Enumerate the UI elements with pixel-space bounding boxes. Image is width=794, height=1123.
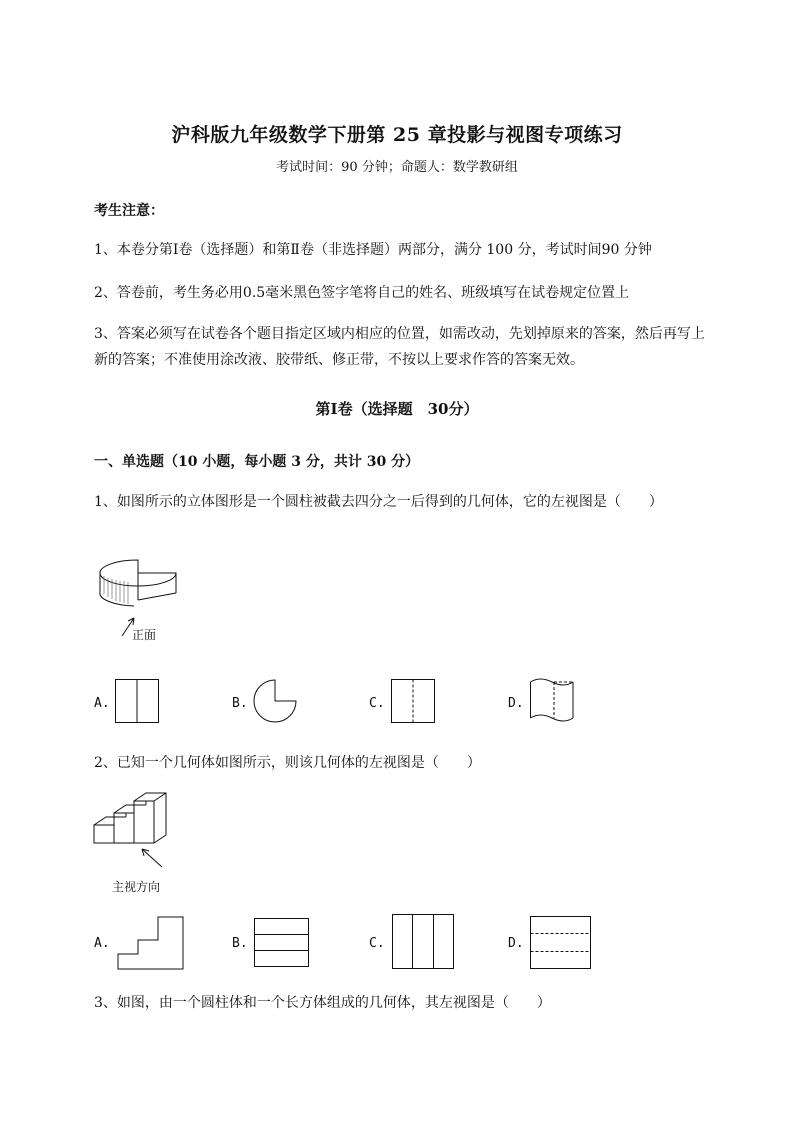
notice-heading: 考生注意： [94,203,164,219]
question-2-figure-label: 主视方向 [112,880,161,894]
question-3-text: 3、如图，由一个圆柱体和一个长方体组成的几何体，其左视图是（ ） [94,995,551,1011]
part-heading: 一、单选题（10 小题，每小题 3 分，共计 30 分） [94,454,420,470]
notice-item-2: 2、答卷前，考生务必用0.5毫米黑色签字笔将自己的姓名、班级填写在试卷规定位置上 [94,285,630,301]
question-1-option-a-label: A. [94,696,110,711]
question-1-option-b-label: B. [232,696,248,711]
question-2-option-c-figure[interactable] [392,914,455,970]
question-1-option-c-label: C. [369,696,385,711]
question-1-figure-label: 正面 [132,628,157,642]
question-2-text: 2、已知一个几何体如图所示，则该几何体的左视图是（ ） [94,755,481,771]
question-1-option-b-figure[interactable] [253,679,298,724]
question-2-option-d-figure[interactable] [530,916,592,970]
question-1-option-d-figure[interactable] [530,676,575,724]
question-1-option-c-figure[interactable] [391,679,436,724]
notice-item-1: 1、本卷分第Ⅰ卷（选择题）和第Ⅱ卷（非选择题）两部分，满分 100 分，考试时间90 分钟 [94,242,652,258]
question-1-text: 1、如图所示的立体图形是一个圆柱被截去四分之一后得到的几何体，它的左视图是（ ） [94,494,663,510]
question-2-option-d-label: D. [508,936,524,951]
page-title: 沪科版九年级数学下册第 25 章投影与视图专项练习 [171,124,623,146]
exam-subtitle: 考试时间：90 分钟；命题人：数学教研组 [276,160,518,175]
question-1-option-d-label: D. [508,696,524,711]
section-title: 第Ⅰ卷（选择题 30分） [315,400,479,418]
question-1-option-a-figure[interactable] [115,679,160,724]
notice-item-3: 3、答案必须写在试卷各个题目指定区域内相应的位置，如需改动，先划掉原来的答案，然后再写上新的答案；不准使用涂改液、胶带纸、修正带，不按以上要求作答的答案无效。 [94,326,705,368]
question-2-option-a-figure[interactable] [117,916,185,971]
question-2-option-c-label: C. [369,936,385,951]
question-2-option-a-label: A. [94,936,110,951]
question-2-solid-figure [92,795,182,875]
question-2-option-b-figure[interactable] [254,918,310,968]
question-2-option-b-label: B. [232,936,248,951]
